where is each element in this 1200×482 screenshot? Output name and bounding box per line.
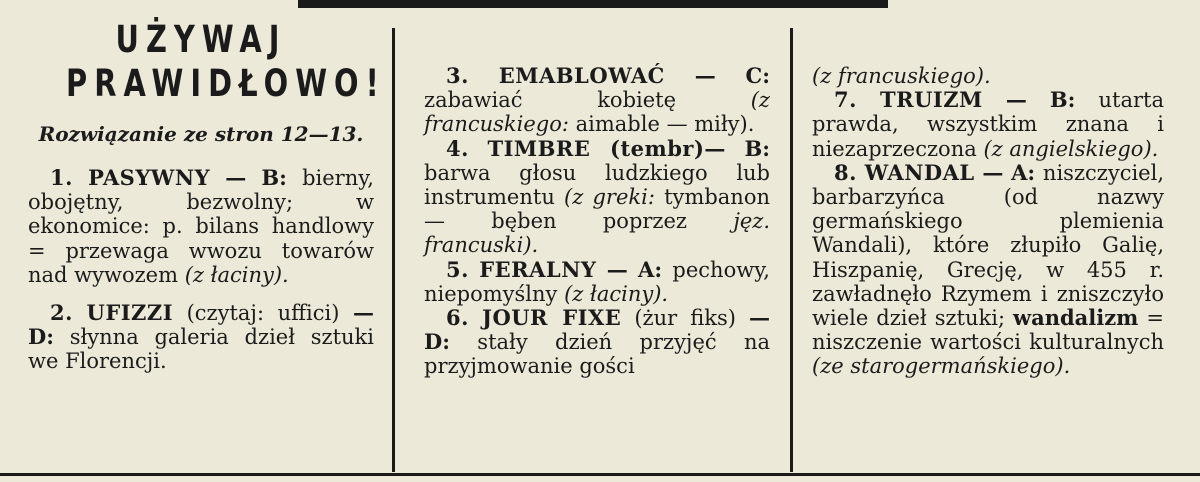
- entry-5-number: 5.: [446, 256, 469, 282]
- entry-7-answer: B:: [1049, 87, 1076, 113]
- column-3: [812, 64, 1164, 379]
- column-1: [28, 18, 386, 374]
- entry-2-term: UFIZZI: [86, 300, 174, 326]
- entry-2-pronunciation: (czytaj: uffici): [186, 301, 340, 326]
- entry-5-term: FERALNY: [479, 256, 597, 282]
- entry-6-answer: D:: [424, 329, 450, 355]
- subtitle: Rozwiązanie ze stron 12—13.: [38, 122, 364, 146]
- entry-5-origin: (z łaciny).: [564, 281, 669, 306]
- entry-4-number: 4.: [446, 135, 469, 161]
- entry-1-term: PASYWNY: [88, 165, 211, 190]
- entry-5-separator: —: [606, 256, 628, 282]
- entry-3-origin-word: aimable — miły).: [575, 112, 755, 137]
- entry-2: [28, 301, 374, 374]
- entry-1-origin: (z łaciny).: [184, 262, 289, 287]
- entry-1-separator: —: [225, 165, 247, 190]
- entry-2-number: 2.: [50, 300, 73, 326]
- top-decorative-bar: [298, 0, 888, 8]
- entry-8-term: WANDAL: [864, 159, 975, 185]
- entry-5-answer: A:: [638, 256, 663, 282]
- entry-8-related-term: wandalizm: [1013, 305, 1139, 331]
- entry-4-origin-suffix: jęz. francuski).: [424, 209, 770, 258]
- entry-2-separator: —: [352, 300, 374, 326]
- entry-3-number: 3.: [446, 63, 469, 88]
- entry-7-definition: utarta prawda, wszystkim znana i niezaprzeczona: [812, 88, 1164, 161]
- headline: [66, 18, 386, 106]
- entry-6-continued: [812, 64, 1164, 88]
- entry-2-answer: D:: [28, 324, 54, 350]
- entry-6-number: 6.: [446, 305, 469, 331]
- column-2: [424, 64, 770, 379]
- entry-7: [812, 88, 1164, 161]
- entry-8-related-definition: = niszczenie wartości kulturalnych: [812, 306, 1164, 355]
- entry-3-answer: C:: [745, 63, 770, 88]
- headline-line-1: UŻYWAJ: [115, 18, 287, 61]
- entry-8-answer: A:: [1011, 159, 1036, 185]
- entry-6-origin: (z francuskiego).: [812, 64, 991, 88]
- entry-4-term: TIMBRE (tembr)—: [487, 135, 726, 161]
- headline-line-2: PRAWIDŁOWO!: [66, 62, 386, 105]
- entry-1-number: 1.: [50, 165, 73, 190]
- entry-7-origin: (z angielskiego).: [983, 136, 1159, 161]
- entry-6-term: JOUR FIXE: [482, 305, 622, 331]
- entry-3: [424, 64, 770, 137]
- entry-4-origin-word: tymbanon — bęben poprzez: [424, 185, 770, 234]
- column-divider-2: [790, 28, 793, 472]
- entry-3-term: EMABLOWAĆ: [498, 63, 665, 88]
- entry-6: [424, 306, 770, 379]
- entry-4-origin-prefix: (z greki:: [564, 185, 655, 210]
- entry-4: [424, 137, 770, 258]
- bottom-border-line: [0, 473, 1200, 476]
- entry-5: [424, 258, 770, 306]
- entry-5-definition: pechowy, niepomyślny: [424, 257, 770, 306]
- entry-3-definition: zabawiać kobietę: [424, 88, 677, 113]
- entry-6-pronunciation: (żur fiks): [634, 306, 736, 331]
- entry-3-separator: —: [694, 63, 716, 88]
- entry-8-definition: niszczyciel, barbarzyńca (od nazwy germańskiego plemienia Wandali), które złupiło Galię, Hiszpanię, Grecję, w 455 r. zawładnęło Rzymem i zniszczyło wiele dzieł sztuki;: [812, 160, 1164, 331]
- entry-6-separator: —: [749, 305, 770, 331]
- entry-4-definition: barwa głosu ludzkiego lub instrumentu: [424, 160, 770, 210]
- entry-8-number: 8.: [834, 159, 857, 185]
- entry-6-definition: stały dzień przyjęć na przyjmowanie gości: [424, 330, 770, 379]
- column-divider-1: [392, 28, 395, 472]
- entry-8: [812, 161, 1164, 379]
- entry-1: [28, 166, 374, 287]
- entry-2-definition: słynna galeria dzieł sztuki we Florencji.: [28, 325, 374, 374]
- entry-8-separator: —: [982, 159, 1004, 185]
- entry-4-answer: B:: [744, 135, 770, 161]
- entry-3-origin-prefix: (z francuskiego:: [424, 88, 770, 137]
- entry-1-definition: bierny, obojętny, bezwolny; w ekonomice: p. bilans handlowy = przewaga wwozu towarów nad wywozem: [28, 166, 374, 287]
- entry-8-origin: (ze starogermańskiego).: [812, 354, 1071, 379]
- entry-1-answer: B:: [261, 165, 287, 190]
- entry-7-term: TRUIZM: [880, 87, 983, 113]
- entry-7-separator: —: [1005, 87, 1027, 113]
- entry-7-number: 7.: [834, 87, 857, 113]
